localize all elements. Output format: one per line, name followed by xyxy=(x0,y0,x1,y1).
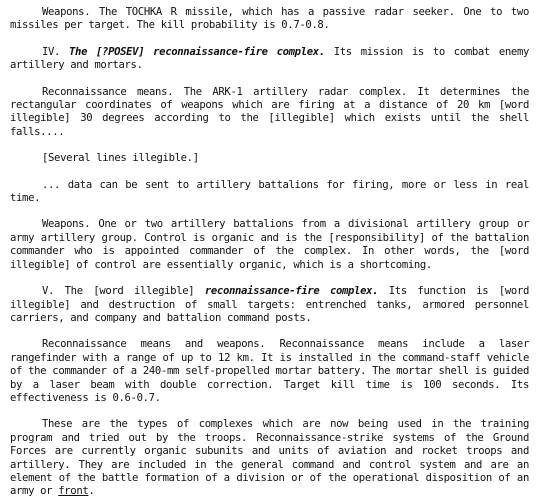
weapons-body-2: One or two artillery battalions from a divisional artillery group or army artillery group. Control is organic and is the [responsibility] of the battalion commander who is appointed commander of the complex. In other words, the [word illegible] of control are essentially organic, which is a shortcoming. xyxy=(10,218,529,271)
weapons-heading-2: Weapons. xyxy=(42,218,91,231)
recon-weapons-body: Reconnaissance means include a laser rangefinder with a range of up to 12 km. It is installed in the command-staff vehicle of the commander of a 240-mm self-propelled mortar battery. The mortar shell is guided by a laser beam with double correction. Target kill time is 100 seconds. Its effectiveness is 0.6-0.7. xyxy=(10,338,529,404)
recon-heading: Reconnaissance means. xyxy=(42,85,174,98)
section-title-iv: The [?POSEV] reconnaissance-fire complex. xyxy=(69,45,325,58)
paragraph-weapons-tochka xyxy=(10,6,529,33)
paragraph-weapons-battalions xyxy=(10,218,529,272)
illegible-note: [Several lines illegible.] xyxy=(42,152,199,165)
paragraph-recon-means-weapons xyxy=(10,338,529,405)
paragraph-complex-iv xyxy=(10,46,529,73)
paragraph-complex-v xyxy=(10,285,529,325)
section-title-v: reconnaissance-fire complex. xyxy=(204,285,379,298)
paragraph-data-sent xyxy=(10,179,529,206)
data-sent-body: ... data can be sent to artillery battalions for firing, more or less in real time. xyxy=(10,178,529,205)
weapons-heading: Weapons. xyxy=(42,6,91,18)
weapons-body: The TOCHKA R missile, which has a passive radar seeker. One to two missiles per target. The kill probability is 0.7-0.8. xyxy=(10,6,529,32)
recon-weapons-heading: Reconnaissance means and weapons. xyxy=(42,338,266,351)
paragraph-types-of-complexes xyxy=(10,418,529,498)
section-numeral-iv: IV. xyxy=(42,45,61,58)
closing-period: . xyxy=(88,485,95,498)
section-body-iv: Its mission is to combat enemy artillery and mortars. xyxy=(10,45,530,72)
section-body-v: Its function is [word illegible] and destruction of small targets: entrenched tanks, armored personnel carriers, and company and battalion command posts. xyxy=(10,285,529,324)
recon-body: The ARK-1 artillery radar complex. It determines the rectangular coordinates of weapons which are firing at a distance of 20 km [word illegible] 30 degrees according to the [illegible] which exists until the shell falls.... xyxy=(10,85,529,138)
section-numeral-v: V. xyxy=(42,285,55,298)
section-pre-v: The [word illegible] xyxy=(64,285,195,298)
paragraph-reconnaissance-ark1 xyxy=(10,86,529,140)
closing-front-word: front xyxy=(58,485,89,498)
closing-body: These are the types of complexes which are now being used in the training program and tried out by the troops. Reconnaissance-strike systems of the Ground Forces are currently organic subunits and units of aviation and rocket troops and artillery. They are included in the general command and control system and are an element of the battle formation of a division or of the operational disposition of an army or xyxy=(10,418,529,498)
